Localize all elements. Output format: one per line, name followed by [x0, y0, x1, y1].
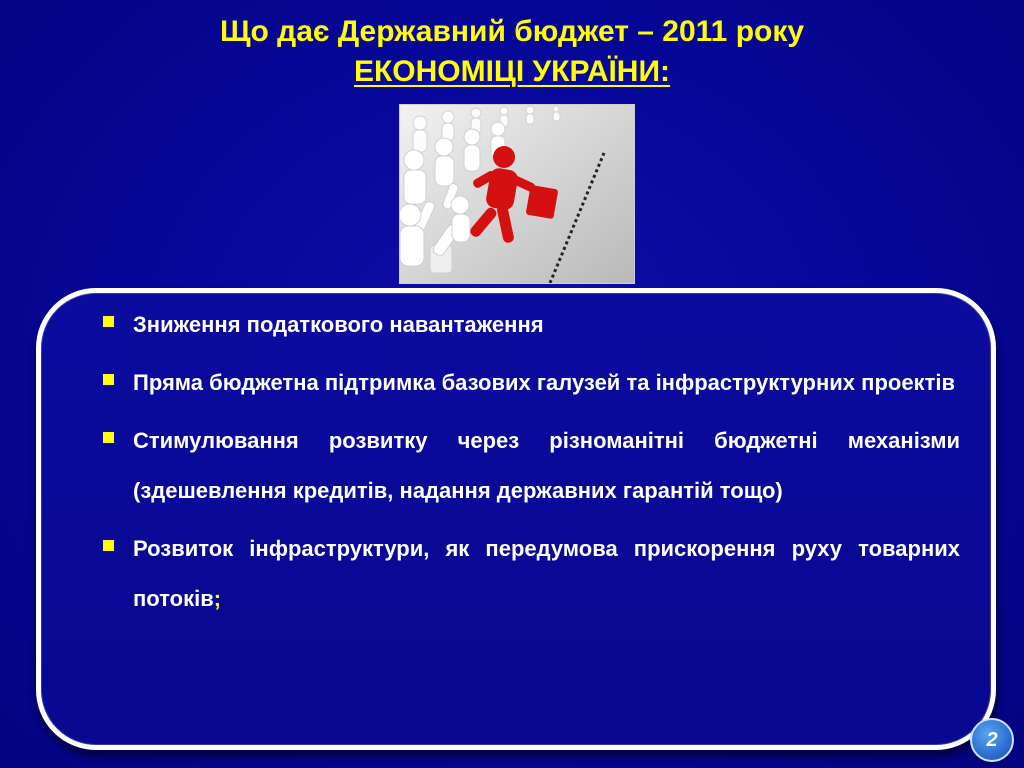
bullet-text: Пряма бюджетна підтримка базових галузей та інфраструктурних проектів — [133, 370, 955, 395]
bullet-item — [100, 358, 960, 408]
bullet-text: Зниження податкового навантаження — [133, 312, 544, 337]
bullet-marker-icon — [103, 540, 114, 551]
bullet-item — [100, 300, 960, 350]
title-line-2: ЕКОНОМІЦІ УКРАЇНИ: — [353, 55, 671, 88]
page-number-badge: 2 — [970, 718, 1014, 762]
bullet-text: Розвиток інфраструктури, як передумова прискорення руху товарних потоків — [133, 536, 960, 611]
bullet-suffix: ; — [213, 586, 222, 611]
title-line-1: Що дає Державний бюджет – 2011 року — [219, 15, 805, 48]
bullet-marker-icon — [103, 432, 114, 443]
bullet-marker-icon — [103, 374, 114, 385]
bullet-item — [100, 416, 960, 516]
bullet-list — [100, 300, 960, 632]
runner-illustration — [400, 105, 634, 283]
bullet-marker-icon — [103, 316, 114, 327]
slide-title — [0, 12, 1024, 92]
bullet-text: Стимулювання розвитку через різноманітні бюджетні механізми (здешевлення кредитів, надання державних гарантій тощо) — [133, 428, 960, 503]
bullet-item — [100, 524, 960, 624]
illustration-image — [399, 104, 635, 284]
